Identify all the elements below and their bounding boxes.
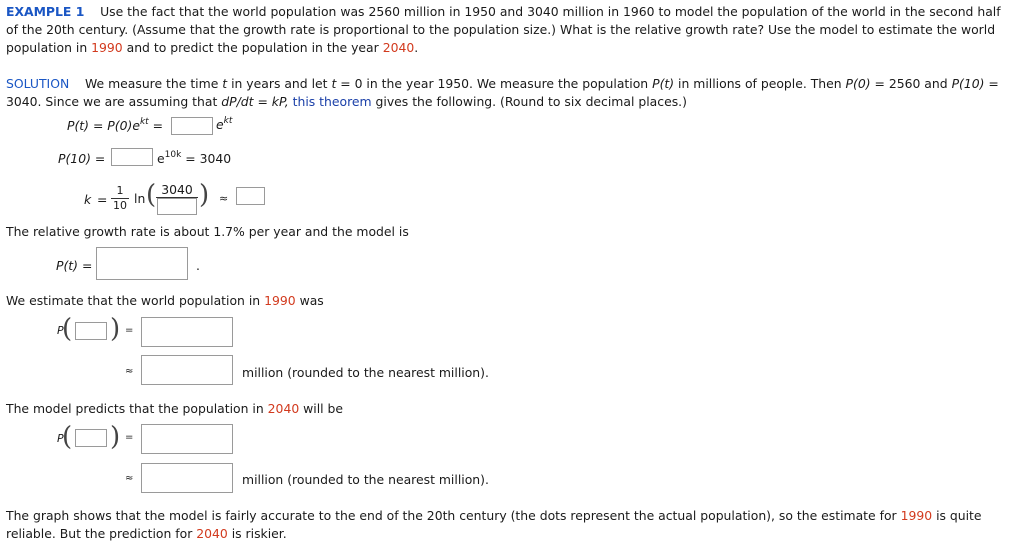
eq2-coefficient-input[interactable] (111, 148, 153, 166)
solution-label: SOLUTION (6, 76, 70, 91)
solution-text-c: = 0 in the year 1950. We measure the population (336, 76, 653, 91)
est1-unit: million (rounded to the nearest million). (242, 365, 489, 380)
estimate-sentence (6, 293, 324, 308)
eq3-fraction (111, 184, 129, 212)
solution-text-e: = 2560 and (870, 76, 952, 91)
example-text-3: . (414, 40, 419, 55)
eq3-k: k (84, 192, 92, 207)
growth-sentence: The relative growth rate is about 1.7% per year and the model is (6, 224, 409, 239)
est2-t-input[interactable] (75, 429, 107, 447)
eq1-coefficient-input[interactable] (171, 117, 213, 135)
example-text-2: and to predict the population in the year (122, 40, 383, 55)
est1-exact-input[interactable] (141, 317, 233, 347)
k-value-input[interactable] (236, 187, 265, 205)
eq3-left-paren: ( (146, 180, 157, 210)
eq1-lhs: P(t) (67, 118, 89, 133)
estimate-text: We estimate that the world population in (6, 293, 265, 308)
eq1-equals-2: = (152, 118, 164, 133)
eq1-tail-exponent: kt (223, 116, 233, 126)
closing-text: The graph shows that the model is fairly accurate to the end of the 20th century (the dots represent the actual population), so the estimate for (6, 508, 901, 523)
eq2-equals: = (94, 151, 106, 166)
est2-left-paren: ( (62, 422, 73, 452)
predict-text-b: will be (299, 401, 344, 416)
eq4-equals: = (81, 258, 93, 273)
predict-sentence (6, 401, 343, 416)
solution-text-f: = 3040. Since we are assuming that (6, 76, 999, 109)
example-paragraph (6, 3, 1016, 57)
eq3-inner-fraction (156, 182, 198, 198)
eq2-tail (157, 151, 231, 166)
eq1-mid-exponent: kt (139, 117, 149, 127)
est2-exact-input[interactable] (141, 424, 233, 454)
eq3-approx: ≈ (219, 192, 229, 205)
solution-text-d: in millions of people. Then (674, 76, 846, 91)
eq3-fraction-numerator: 1 (116, 184, 124, 197)
eq3-denominator-input[interactable] (157, 198, 197, 215)
eq2-rhs: = 3040 (185, 151, 232, 166)
eq2-e: e (157, 151, 165, 166)
eq3-inner-numerator: 3040 (161, 182, 193, 197)
est2-unit: million (rounded to the nearest million). (242, 472, 489, 487)
est2-approx: ≈ (125, 473, 134, 484)
var-dpdt: dP/dt (221, 94, 254, 109)
solution-text: We measure the time (84, 76, 223, 91)
var-t2: t (331, 76, 337, 91)
eq1-tail (216, 117, 232, 132)
est2-p: P (57, 432, 64, 445)
example-year-1990: 1990 (91, 40, 123, 55)
solution-paragraph (6, 75, 1016, 111)
closing-text-b: is quite reliable. But the prediction for (6, 508, 982, 541)
eq1-tail-e: e (216, 117, 224, 132)
est1-equals: = (125, 325, 134, 336)
est1-approx: ≈ (125, 366, 134, 377)
eq3-ln: ln (134, 191, 146, 206)
example-year-2040: 2040 (382, 40, 415, 55)
est1-t-input[interactable] (75, 322, 107, 340)
eq1-equals: = (92, 118, 104, 133)
eq2-lhs: P(10) (58, 151, 91, 166)
var-p10: P(10) (951, 76, 985, 91)
solution-text-b: in years and let (227, 76, 332, 91)
predict-text: The model predicts that the population in (6, 401, 268, 416)
closing-text-c: is riskier. (227, 526, 287, 541)
estimate-year: 1990 (264, 293, 296, 308)
eq2-row (58, 151, 105, 166)
solution-text-g: = (253, 94, 272, 109)
var-kp: kP, (271, 94, 289, 109)
example-text: Use the fact that the world population was 2560 million in 1950 and 3040 million in 1960 to model the population of the world in the second half of the 20th century. (Assume that the growth rate is proportional to the population size.) What is the relative growth rate? Use the model to estimate the world population in (6, 4, 1001, 55)
est1-right-paren: ) (110, 314, 121, 344)
example-label: EXAMPLE 1 (6, 4, 85, 19)
eq1-row (67, 118, 163, 133)
eq1-mid: P(0)e (107, 118, 140, 133)
var-p0: P(0) (845, 76, 871, 91)
estimate-text-b: was (295, 293, 324, 308)
est1-left-paren: ( (62, 314, 73, 344)
eq3-equals: = (97, 192, 108, 207)
est2-right-paren: ) (110, 422, 121, 452)
var-pt: P(t) (652, 76, 675, 91)
closing-paragraph (6, 507, 1016, 543)
est1-rounded-input[interactable] (141, 355, 233, 385)
model-input[interactable] (96, 247, 188, 280)
eq4-dot: . (196, 258, 200, 273)
est2-equals: = (125, 432, 134, 443)
eq2-exponent: 10k (164, 150, 182, 160)
solution-text-h: gives the following. (Round to six decimal places.) (371, 94, 687, 109)
closing-year-2040: 2040 (196, 526, 228, 541)
est2-rounded-input[interactable] (141, 463, 233, 493)
eq4-lhs: P(t) (56, 258, 78, 273)
closing-year-1990: 1990 (900, 508, 933, 523)
eq3-right-paren: ) (199, 180, 210, 210)
eq3-fraction-denominator: 10 (113, 199, 127, 212)
predict-year: 2040 (267, 401, 300, 416)
theorem-link[interactable]: this theorem (292, 94, 372, 109)
var-t: t (222, 76, 228, 91)
eq4-row (56, 258, 92, 273)
est1-p: P (57, 324, 64, 337)
